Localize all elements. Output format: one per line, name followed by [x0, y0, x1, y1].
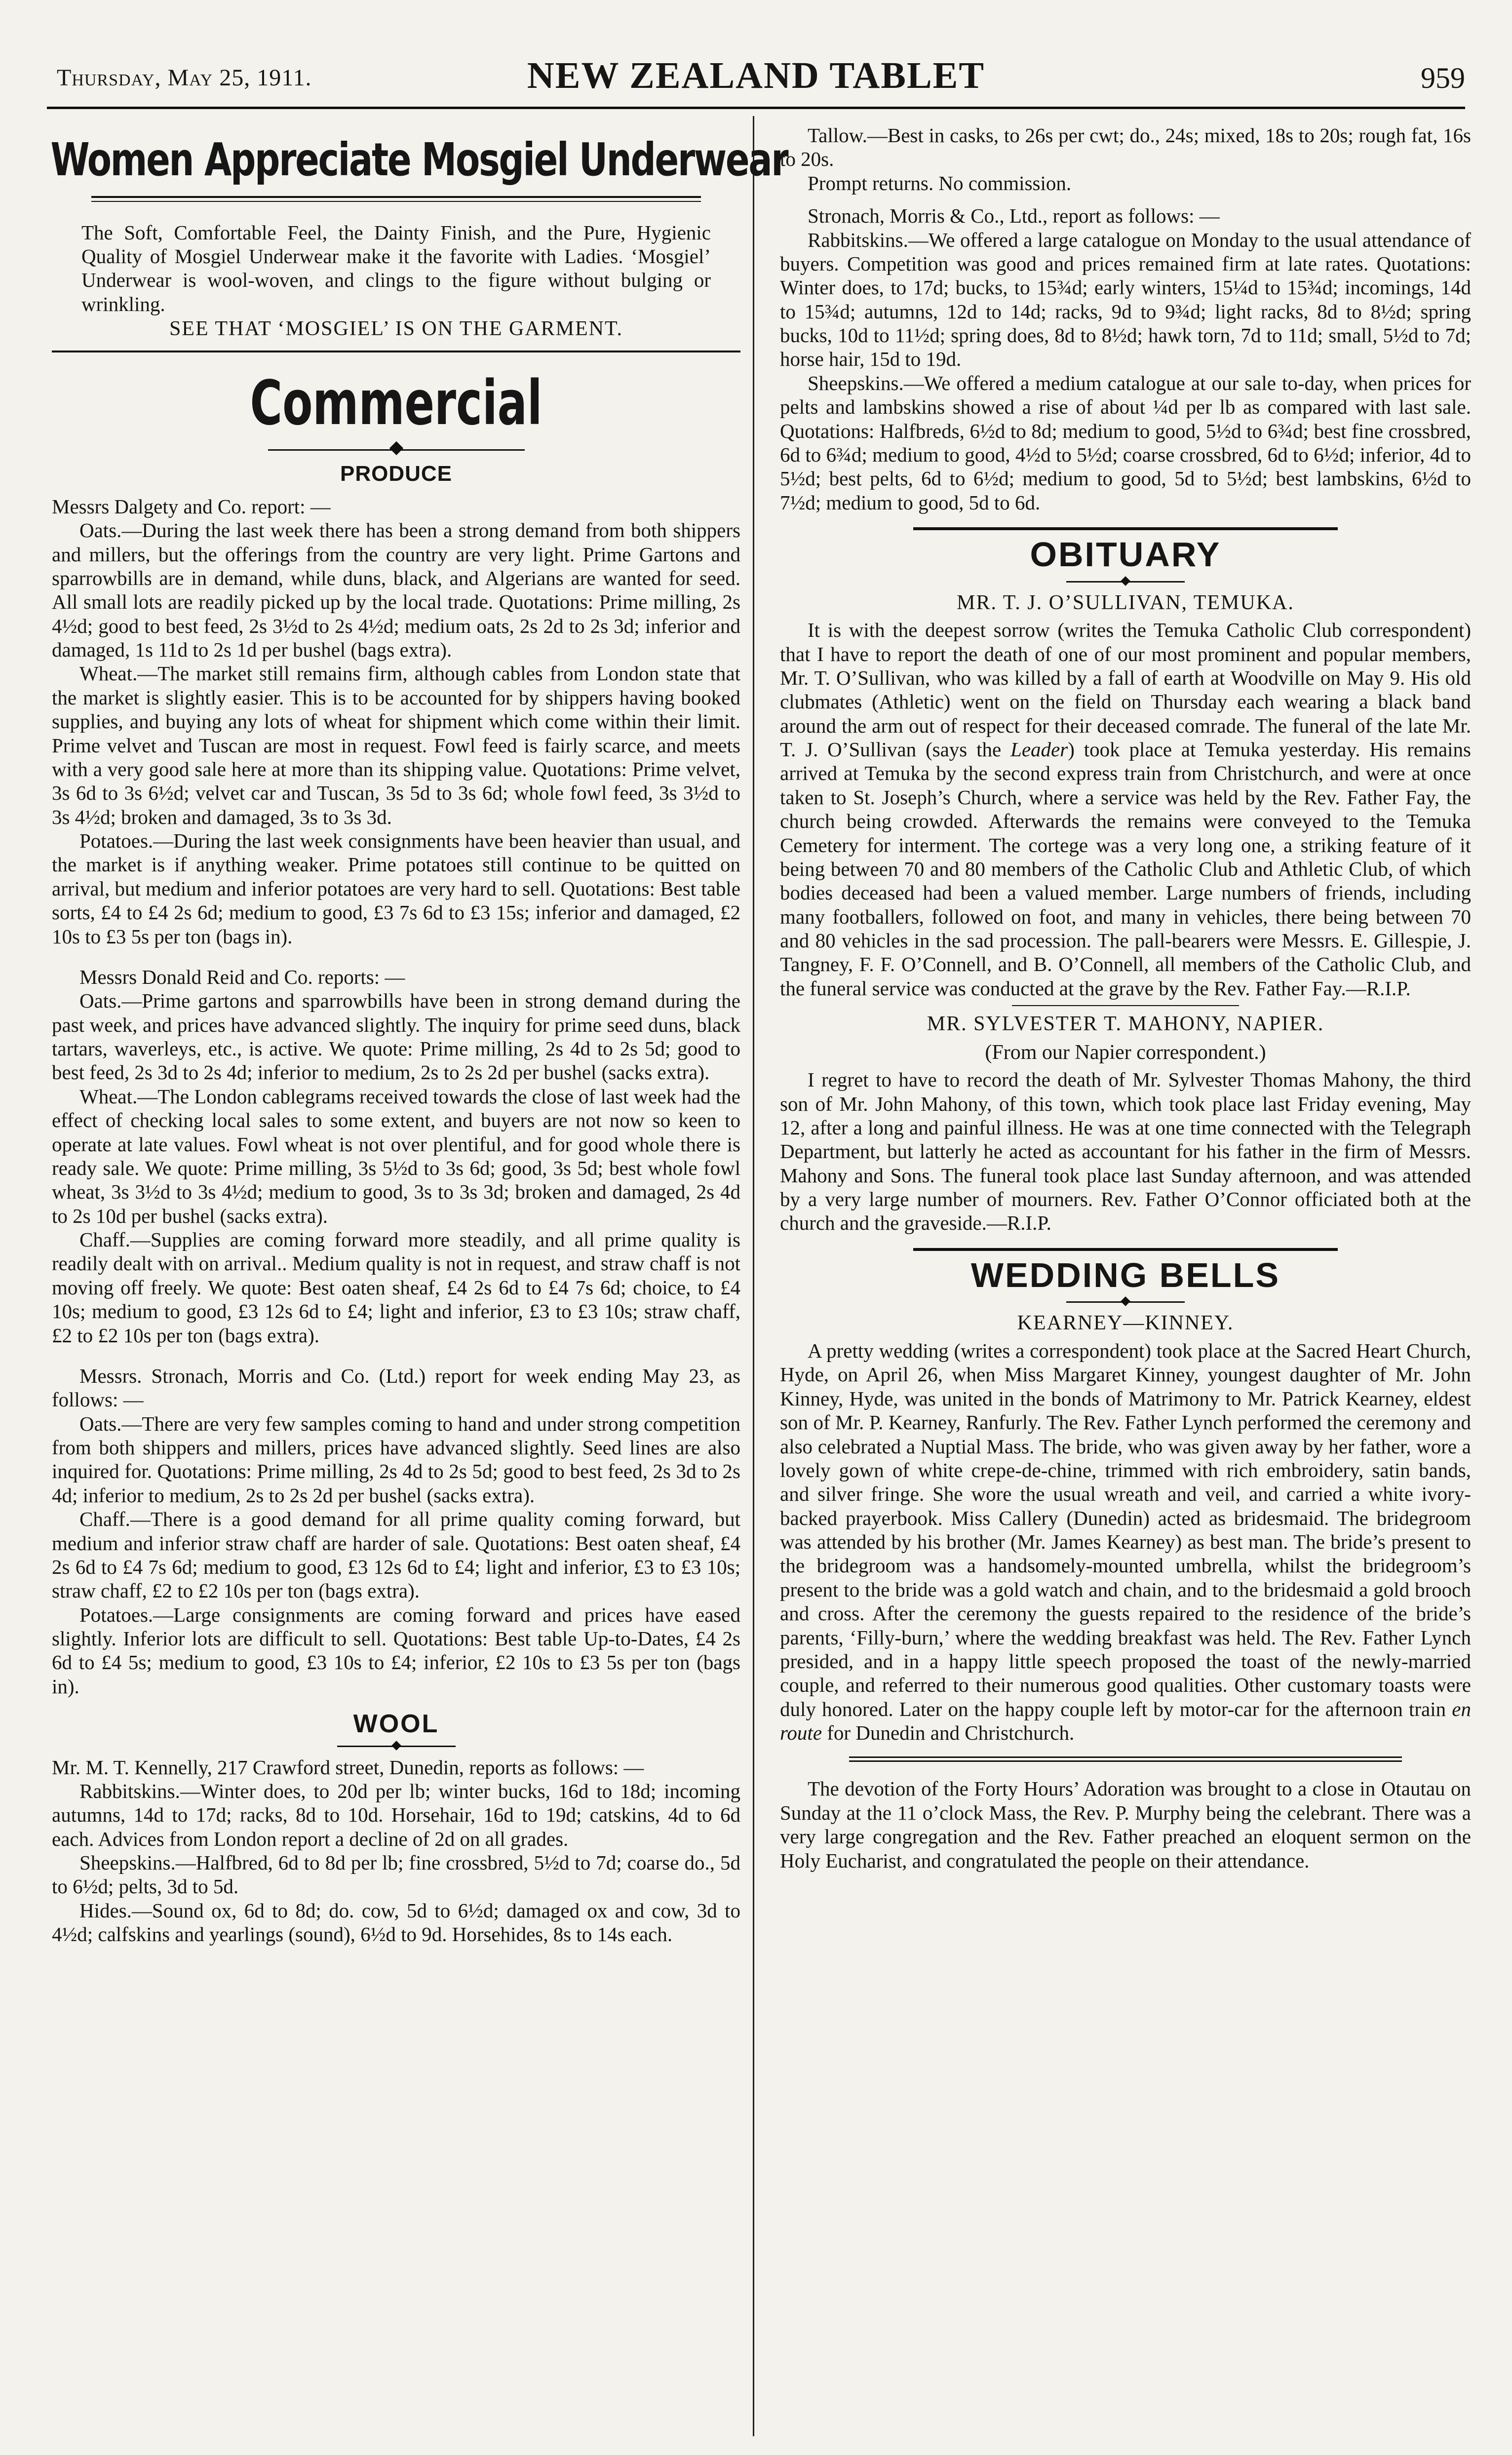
page-header	[47, 44, 1465, 109]
ornament-rule	[337, 1741, 456, 1752]
stronach-oats: Oats.—There are very few samples coming to hand and under strong competition from both shippers and millers, prices have advanced slightly. Seed lines are also inquired for. Quotations: Prime milling, 2s 4d to 2s 5d; good to best feed, 2s 3d to 2s 4d; inferior to medium, 2s to 2s 2d per bushel (sacks extra).	[52, 1412, 740, 1507]
obituary-mahony-name: MR. SYLVESTER T. MAHONY, NAPIER.	[927, 1013, 1324, 1036]
stronach-sheepskins: Sheepskins.—We offered a medium catalogue at our sale to-day, when prices for pelts and lambskins showed a rise of about ¼d per lb as compared with last sale. Quotations: Halfbreds, 6½d to 8d; medium to good, 5½d to 6¾d; best fine crossbred, 6d to 6¾d; medium to good, 4½d to 5½d; coarse crossbred, 6d to 6½d; inferior, 4d to 5½d; best pelts, 6d to 6½d; medium to good, 5d to 5½d; best lambskins, 6½d to 7½d; medium to good, 5d to 6d.	[780, 371, 1471, 514]
dalgety-wheat: Wheat.—The market still remains firm, although cables from London state that the market is slightly easier. This is to be accounted for by shippers having booked supplies, and buying any lots of wheat for shipment which come within their limit. Prime velvet and Tuscan are most in request. Fowl feed is fairly scarce, and meets with a very good sale here at more than its shipping value. Quotations: Prime velvet, 3s 6d to 3s 6½d; velvet car and Tuscan, 3s 5d to 3s 6d; whole fowl feed, 3s 3½d to 3s 4½d; broken and damaged, 3s to 3s 3d.	[52, 662, 740, 828]
section-rule	[913, 1248, 1338, 1251]
kennelly-sheepskins: Sheepskins.—Halfbred, 6d to 8d per lb; fine crossbred, 5½d to 7d; coarse do., 5d to 6½d; pelts, 3d to 5d.	[52, 1851, 740, 1898]
sullivan-text-1: It is with the deepest sorrow (writes the Temuka Catholic Club correspondent) that I have to report the death of one of our most prominent and popular members, Mr. T. O’Sullivan, who was killed by a fall of earth at Woodville on May 9. His old clubmates (Athletic) went on the field on Thursday each wearing a black band around the arm out of respect for their deceased comrade. The funeral of the late Mr. T. J. O’Sullivan (says the	[780, 619, 1471, 761]
stronach-potatoes: Potatoes.—Large consignments are coming forward and prices have eased slightly. Inferior lots are difficult to sell. Quotations: Best table Up-to-Dates, £4 2s 6d to £4 5s; medium to good, £3 10s to £4; inferior, £2 10s to £3 5s per ton (bags in).	[52, 1603, 740, 1698]
commercial-heading: Commercial	[250, 367, 543, 439]
header-rule	[47, 107, 1465, 109]
advert-body-wrap	[52, 221, 740, 316]
ornament-rule	[1066, 576, 1185, 587]
obituary-sullivan-name: MR. T. J. O’SULLIVAN, TEMUKA.	[957, 591, 1294, 614]
stronach-chaff: Chaff.—There is a good demand for all prime quality coming forward, but medium and inferior straw chaff are harder of sale. Quotations: Best oaten sheaf, £4 2s 6d to £4 7s 6d; medium to good, £3 12s 6d to £4; light and inferior, £3 to £3 10s; straw chaff, £2 to £2 10s per ton (bags extra).	[52, 1508, 740, 1602]
obituary-mahony-source: (From our Napier correspondent.)	[985, 1041, 1266, 1064]
dalgety-intro: Messrs Dalgety and Co. report: —	[52, 495, 331, 518]
wedding-text	[780, 1339, 1471, 1745]
stronach-wool-intro: Stronach, Morris & Co., Ltd., report as follows: —	[808, 204, 1220, 228]
page-number: 959	[1421, 62, 1465, 94]
dalgety-oats: Oats.—During the last week there has been a strong demand from both shippers and millers, but the offerings from the country are very light. Prime Gartons and sparrowbills are in demand, while duns, black, and Algerians are wanted for seed. All small lots are readily picked up by the local trade. Quotations: Prime milling, 2s 4½d; good to best feed, 2s 3½d to 2s 4½d; medium oats, 2s 2d to 2s 3d; inferior and damaged, 1s 11d to 2s 1d per bushel (bags extra).	[52, 519, 740, 662]
divider	[1012, 1005, 1239, 1006]
advert-bottom-rule	[52, 351, 740, 352]
kennelly-prompt: Prompt returns. No commission.	[808, 171, 1072, 195]
wedding-couple: KEARNEY—KINNEY.	[1017, 1312, 1234, 1335]
obituary-heading: OBITUARY	[1030, 535, 1221, 574]
right-column	[780, 123, 1471, 1872]
kennelly-tallow: Tallow.—Best in casks, to 26s per cwt; do., 24s; mixed, 18s to 20s; rough fat, 16s to 20s.	[780, 124, 1471, 171]
left-column	[50, 123, 788, 1947]
sullivan-leader: Leader	[1010, 738, 1068, 761]
masthead-title: NEW ZEALAND TABLET	[527, 55, 985, 96]
wedding-heading: WEDDING BELLS	[970, 1255, 1280, 1294]
kennelly-intro: Mr. M. T. Kennelly, 217 Crawford street, Dunedin, reports as follows: —	[52, 1755, 644, 1779]
closing-text: The devotion of the Forty Hours’ Adoration was brought to a close in Otautau on Sunday at the 11 o’clock Mass, the Rev. P. Murphy being the celebrant. There was a very large congregation and the Rev. Father preached an eloquent sermon on the Holy Eucharist, and congratulated the people on their attendance.	[780, 1777, 1471, 1872]
wedding-text-1: A pretty wedding (writes a correspondent) took place at the Sacred Heart Church, Hyde, on April 26, when Miss Margaret Kinney, youngest daughter of Mr. John Kinney, Hyde, was united in the bonds of Matrimony to Mr. Patrick Kearney, eldest son of Mr. P. Kearney, Ranfurly. The Rev. Father Lynch performed the ceremony and also celebrated a Nuptial Mass. The bride, who was given away by her father, wore a lovely gown of white crepe-de-chine, trimmed with rich embroidery, satin bands, and silver fringe. She wore the usual wreath and veil, and carried a white ivory-backed prayerbook. Miss Callery (Dunedin) acted as bridesmaid. The bridegroom was attended by his brother (Mr. James Kearney) as best man. The bride’s present to the bridegroom was a handsomely-mounted umbrella, whilst the bridegroom’s present to the bride was a gold watch and chain, and to the bridesmaid a gold brooch and cross. After the ceremony the guests repaired to the residence of the bride’s parents, ‘Filly-burn,’ where the wedding breakfast was held. The Rev. Father Lynch presided, and in a happy little speech proposed the toast of the newly-married couple, and referred to their numerous good qualities. Other customary toasts were duly honored. Later on the happy couple left by motor-car for the afternoon train	[780, 1339, 1471, 1720]
wedding-text-2: for Dunedin and Christchurch.	[827, 1721, 1075, 1744]
advert-slogan: SEE THAT ‘MOSGIEL’ IS ON THE GARMENT.	[169, 317, 623, 341]
ornament-rule	[1066, 1296, 1185, 1307]
advert-body: The Soft, Comfortable Feel, the Dainty Finish, and the Pure, Hygienic Quality of Mosgiel Underwear make it the favorite with Ladies. ‘Mosgiel’ Underwear is wool-woven, and clings to the figure without bulging or wrinkling.	[81, 221, 711, 315]
mosgiel-advert	[50, 133, 788, 352]
issue-date: Thursday, May 25, 1911.	[57, 65, 312, 91]
sullivan-text-2: ) took place at Temuka yesterday. His remains arrived at Temuka by the second express train from Christchurch, and were at once taken to St. Joseph’s Church, where a service was held by the Rev. Father Fay, the church being crowded. Afterwards the remains were conveyed to the Temuka Cemetery for interment. The cortege was a very long one, a striking feature of it being between 70 and 80 members of the Catholic Club and Athletic Club, of which bodies deceased had been a valued member. Large numbers of friends, including many footballers, followed on foot, and many in vehicles, there being between 70 and 80 vehicles in the sad procession. The pall-bearers were Messrs. E. Gillespie, J. Tangney, F. F. O’Connell, and B. O’Connell, all members of the Catholic Club, and the funeral service was conducted at the grave by the Rev. Father Fay.—R.I.P.	[780, 738, 1471, 1000]
reid-intro: Messrs Donald Reid and Co. reports: —	[79, 965, 405, 988]
stronach-rabbitskins: Rabbitskins.—We offered a large catalogue on Monday to the usual attendance of buyers. Competition was good and prices remained firm at late rates. Quotations: Winter does, to 17d; bucks, to 15¾d; early winters, 15¼d to 15¾d; incomings, 14d to 15¾d; autumns, 12d to 14d; racks, 9d to 9¾d; light racks, 8d to 8½d; spring bucks, 10d to 11½d; spring does, 8d to 8½d; hawk torn, 7d to 11d; small, 5½d to 7d; horse hair, 15d to 19d.	[780, 228, 1471, 371]
section-rule	[913, 527, 1338, 530]
obituary-mahony-text: I regret to have to record the death of Mr. Sylvester Thomas Mahony, the third son of Mr. John Mahony, of this town, which took place last Friday evening, May 12, after a long and painful illness. He was at one time connected with the Telegraph Department, but latterly he acted as accountant for his father in the firm of Messrs. Mahony and Sons. The funeral took place last Sunday afternoon, and was attended by a very large number of mourners. Rev. Father O’Connor officiated both at the church and the graveside.—R.I.P.	[780, 1068, 1471, 1235]
reid-oats: Oats.—Prime gartons and sparrowbills have been in strong demand during the past week, and prices have advanced slightly. The inquiry for prime seed duns, black tartars, waverleys, etc., is active. We quote: Prime milling, 2s 4d to 2s 5d; good to best feed, 2s 3d to 2s 4d; inferior to medium, 2s to 2s 2d per bushel (sacks extra).	[52, 989, 740, 1084]
column-divider	[753, 116, 754, 2436]
wedding-en-route: en route	[780, 1697, 1471, 1744]
kennelly-rabbitskins: Rabbitskins.—Winter does, to 20d per lb; winter bucks, 16d to 18d; incoming autumns, 14d to 17d; racks, 8d to 10d. Horsehair, 16d to 19d; catskins, 4d to 6d each. Advices from London report a decline of 2d on all grades.	[52, 1779, 740, 1850]
wool-heading: WOOL	[353, 1710, 439, 1739]
dalgety-potatoes: Potatoes.—During the last week consignments have been heavier than usual, and the market is if anything weaker. Prime potatoes still continue to be quitted on arrival, but medium and inferior potatoes are very hard to sell. Quotations: Best table sorts, £4 to £4 2s 6d; medium to good, £3 7s 6d to £3 15s; inferior and damaged, £2 10s to £3 5s per ton (bags in).	[52, 829, 740, 948]
advert-rule	[91, 196, 701, 202]
advert-title: Women Appreciate Mosgiel Underwear	[50, 133, 788, 186]
stronach-produce-intro: Messrs. Stronach, Morris and Co. (Ltd.) report for week ending May 23, as follows: —	[52, 1364, 740, 1411]
kennelly-hides: Hides.—Sound ox, 6d to 8d; do. cow, 5d to 6½d; damaged ox and cow, 3d to 4½d; calfskins and yearlings (sound), 6½d to 9d. Horsehides, 8s to 14s each.	[52, 1899, 740, 1946]
ornament-rule	[268, 442, 525, 457]
reid-wheat: Wheat.—The London cablegrams received towards the close of last week had the effect of checking local sales to some extent, and buyers are not now so keen to operate at late values. Fowl wheat is not over plentiful, and for good whole there is ready sale. We quote: Prime milling, 3s 5½d to 3s 6d; good, 3s 5d; best whole fowl wheat, 3s 3½d to 3s 4½d; medium to good, 3s to 3s 3d; broken and damaged, 2s 4d to 2s 10d per bushel (sacks extra).	[52, 1085, 740, 1227]
divider	[849, 1756, 1402, 1762]
produce-heading: PRODUCE	[340, 461, 453, 486]
reid-chaff: Chaff.—Supplies are coming forward more steadily, and all prime quality is readily dealt with on arrival.. Medium quality is not in request, and straw chaff is not moving off freely. We quote: Best oaten sheaf, £4 2s 6d to £4 7s 6d; choice, to £4 10s; medium to good, £3 12s 6d to £4; light and inferior, £3 to £3 10s; straw chaff, £2 to £2 10s per ton (bags extra).	[52, 1228, 740, 1347]
obituary-sullivan-text	[780, 618, 1471, 1000]
